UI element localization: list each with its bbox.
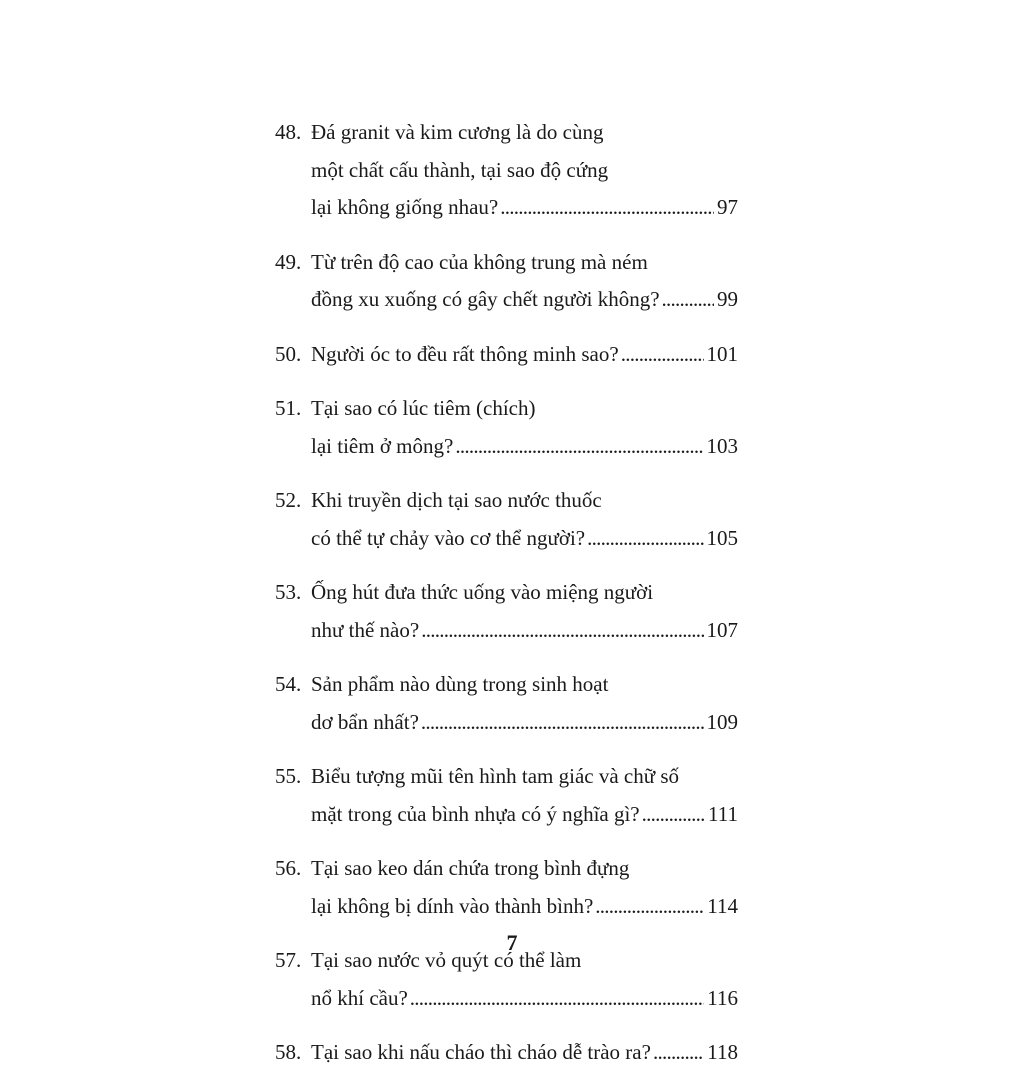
toc-entry-number: 55. bbox=[275, 764, 302, 788]
toc-entry-body bbox=[311, 244, 738, 319]
toc-entry-body bbox=[311, 1034, 738, 1072]
toc-entry-number: 51. bbox=[275, 396, 302, 420]
toc-entry-48 bbox=[275, 114, 738, 227]
toc-entry-body bbox=[311, 850, 738, 925]
toc-entry-last-line bbox=[311, 189, 738, 227]
toc-entry-line: Đá granit và kim cương là do cùng bbox=[311, 120, 604, 144]
toc-entry-line: Từ trên độ cao của không trung mà ném bbox=[311, 249, 648, 274]
toc-entry-last-line bbox=[311, 980, 738, 1018]
toc-entry-title-end: nổ khí cầu? bbox=[311, 985, 408, 1010]
toc-entry-line: Tại sao nước vỏ quýt có thể làm bbox=[311, 948, 582, 972]
toc-entry-55 bbox=[275, 758, 738, 833]
toc-entry-body bbox=[311, 114, 738, 227]
toc-entry-title-end: lại không bị dính vào thành bình? bbox=[311, 893, 594, 918]
toc-entry-52 bbox=[275, 482, 738, 557]
toc-entry-page: 116 bbox=[707, 985, 738, 1010]
toc-entry-title-end: như thế nào? bbox=[311, 617, 420, 642]
toc-entry-title-end: lại tiêm ở mông? bbox=[311, 433, 454, 458]
toc-entry-page: 101 bbox=[706, 341, 738, 366]
toc-entry-number: 50. bbox=[275, 341, 302, 366]
toc-entry-50 bbox=[275, 336, 738, 374]
toc-entry-number: 57. bbox=[275, 948, 302, 972]
toc-entry-line: Sản phẩm nào dùng trong sinh hoạt bbox=[311, 672, 609, 696]
toc-entry-body bbox=[311, 482, 738, 557]
dot-leader bbox=[653, 1034, 704, 1072]
toc-entry-title-end: dơ bẩn nhất? bbox=[311, 709, 419, 734]
toc-entry-54 bbox=[275, 666, 738, 741]
toc-entry-body bbox=[311, 336, 738, 374]
toc-entry-58 bbox=[275, 1034, 738, 1072]
toc-entry-title-end: Người óc to đều rất thông minh sao? bbox=[311, 341, 619, 366]
toc-entry-line: Tại sao keo dán chứa trong bình đựng bbox=[311, 856, 630, 880]
toc-entry-51 bbox=[275, 390, 738, 465]
toc-entry-56 bbox=[275, 850, 738, 925]
toc-entry-page: 118 bbox=[707, 1040, 738, 1064]
dot-leader bbox=[421, 612, 703, 650]
toc-entry-last-line bbox=[311, 428, 738, 466]
toc-entry-title-end: đồng xu xuống có gây chết người không? bbox=[311, 287, 660, 311]
toc-entry-page: 107 bbox=[706, 617, 738, 642]
dot-leader bbox=[455, 428, 703, 466]
toc-entry-title-end: Tại sao khi nấu cháo thì cháo dễ trào ra? bbox=[311, 1040, 651, 1064]
toc-entry-number: 49. bbox=[275, 249, 302, 274]
toc-entry-line: Ống hút đưa thức uống vào miệng người bbox=[311, 580, 654, 604]
toc-entry-body bbox=[311, 390, 738, 465]
toc-entry-number: 52. bbox=[275, 488, 302, 512]
toc-entry-title-end: có thể tự chảy vào cơ thể người? bbox=[311, 525, 586, 550]
toc-entry-page: 114 bbox=[707, 893, 738, 918]
toc-entry-last-line bbox=[311, 612, 738, 650]
page-number: 7 bbox=[506, 930, 518, 955]
toc-entry-body bbox=[311, 666, 738, 741]
toc-entry-page: 109 bbox=[706, 709, 738, 734]
dot-leader bbox=[421, 704, 704, 742]
toc-entry-number: 48. bbox=[275, 120, 302, 144]
toc-entry-last-line bbox=[311, 888, 738, 926]
dot-leader bbox=[500, 189, 714, 227]
toc-entry-last-line bbox=[311, 520, 738, 558]
dot-leader bbox=[410, 980, 704, 1018]
toc-entry-line: một chất cấu thành, tại sao độ cứng bbox=[311, 157, 609, 182]
toc-entry-last-line bbox=[311, 796, 738, 834]
dot-leader bbox=[595, 888, 704, 926]
toc-entry-number: 53. bbox=[275, 580, 302, 604]
toc-entry-title-end: lại không giống nhau? bbox=[311, 195, 499, 219]
toc-entry-page: 99 bbox=[717, 287, 738, 311]
toc-entry-title-end: mặt trong của bình nhựa có ý nghĩa gì? bbox=[311, 801, 640, 826]
toc-entry-page: 97 bbox=[717, 195, 738, 219]
toc-entry-last-line bbox=[311, 281, 738, 319]
toc-entry-53 bbox=[275, 574, 738, 649]
dot-leader bbox=[642, 796, 705, 834]
toc-entry-last-line bbox=[311, 1034, 738, 1072]
toc-entry-page: 105 bbox=[706, 525, 738, 550]
dot-leader bbox=[587, 520, 703, 558]
toc-entry-last-line bbox=[311, 336, 738, 374]
toc-entry-page: 103 bbox=[706, 433, 738, 458]
dot-leader bbox=[621, 336, 704, 374]
toc-entry-line: Tại sao có lúc tiêm (chích) bbox=[311, 396, 536, 420]
toc-entry-49 bbox=[275, 244, 738, 319]
toc-entry-line: Khi truyền dịch tại sao nước thuốc bbox=[311, 488, 602, 512]
toc-entry-last-line bbox=[311, 704, 738, 742]
toc-entry-line: Biểu tượng mũi tên hình tam giác và chữ số bbox=[311, 764, 680, 788]
toc-entry-body bbox=[311, 758, 738, 833]
dot-leader bbox=[662, 281, 714, 319]
toc-entry-page: 111 bbox=[708, 801, 738, 826]
toc-entry-number: 54. bbox=[275, 672, 302, 696]
toc-entry-number: 58. bbox=[275, 1040, 302, 1064]
toc-entry-body bbox=[311, 574, 738, 649]
toc-entry-number: 56. bbox=[275, 856, 302, 880]
